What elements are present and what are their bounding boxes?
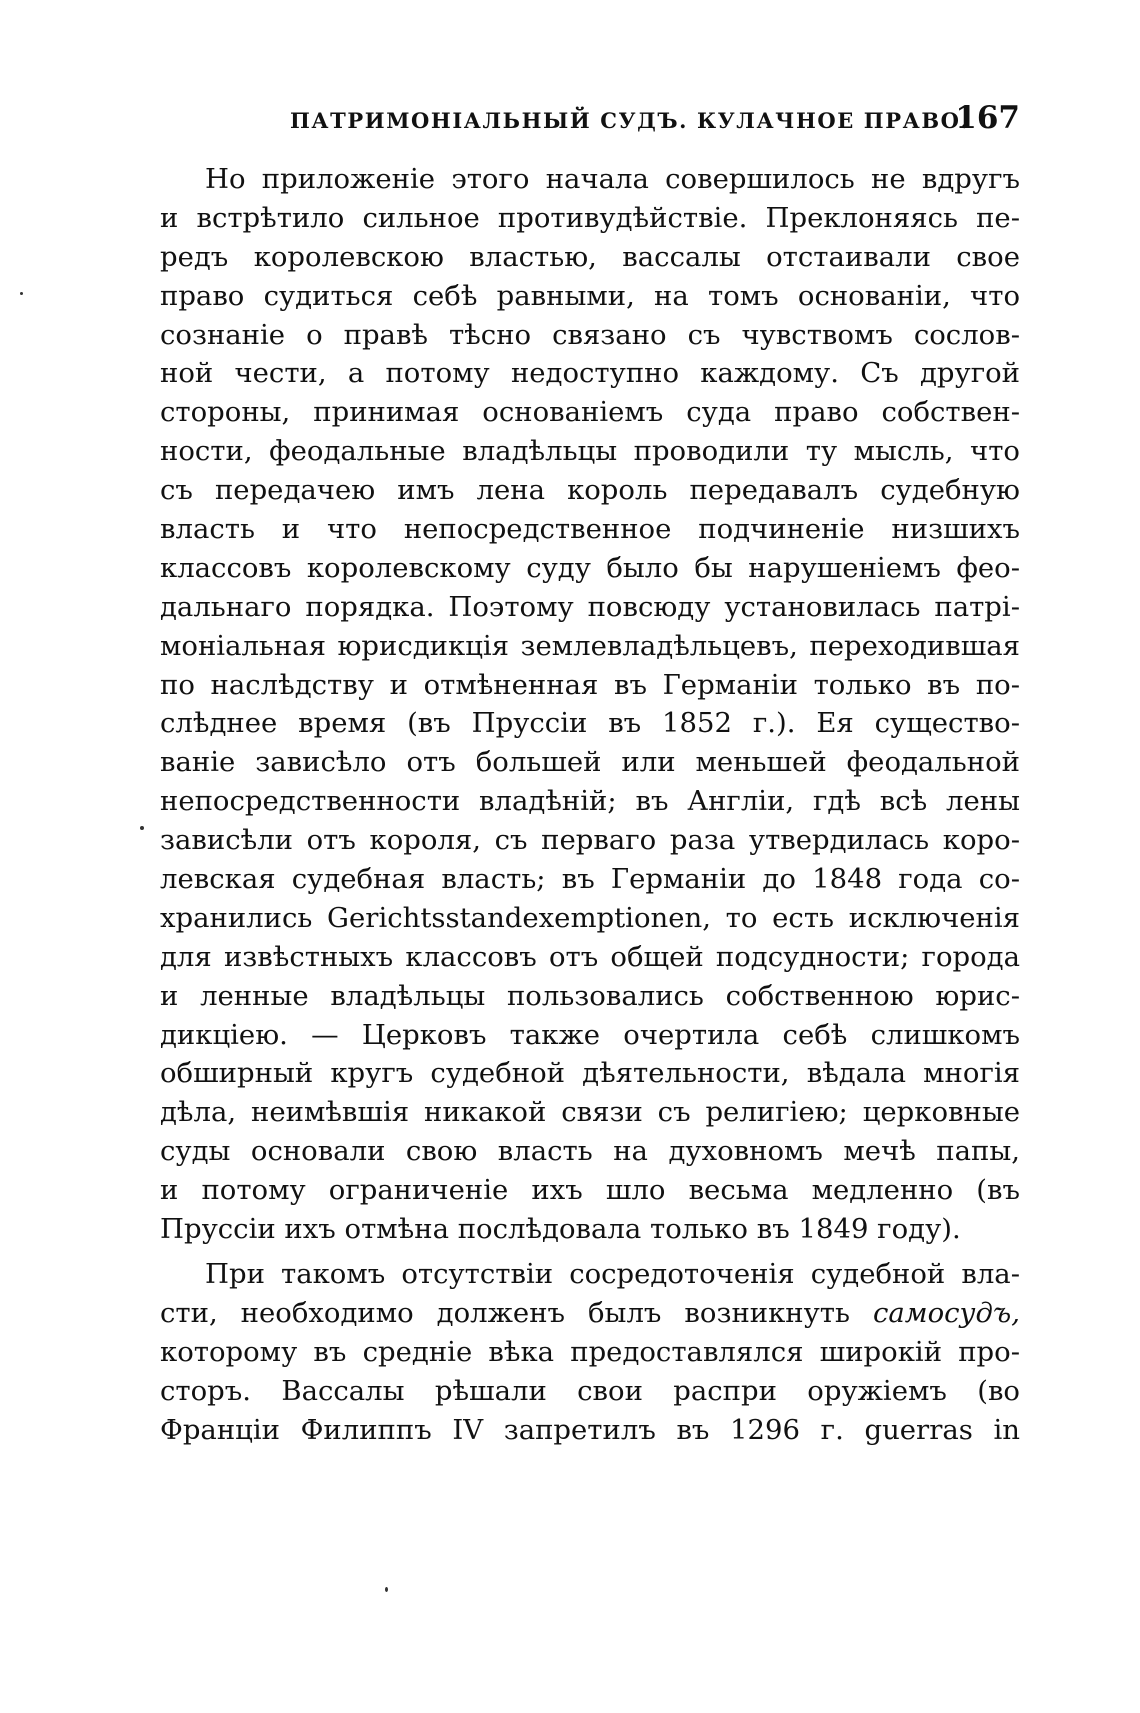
body-text bbox=[160, 160, 1020, 1449]
print-speck bbox=[385, 1587, 388, 1592]
text-line: сознаніе о правѣ тѣсно связано съ чувствомъ сослов- bbox=[160, 318, 1020, 351]
text-line: непосредственности владѣній; въ Англіи, гдѣ всѣ лены bbox=[160, 785, 1020, 818]
text-line: редъ королевскою властью, вассалы отстаивали свое bbox=[160, 240, 1020, 273]
text-line: и встрѣтило сильное противудѣйствіе. Преклоняясь пе- bbox=[160, 201, 1020, 234]
page-number: 167 bbox=[955, 100, 1020, 136]
text-line: сторъ. Вассалы рѣшали свои распри оружіемъ (во bbox=[160, 1374, 1020, 1407]
text-line: власть и что непосредственное подчиненіе низшихъ bbox=[160, 513, 1020, 546]
text-line: стороны, принимая основаніемъ суда право собствен- bbox=[160, 396, 1020, 429]
text-line: обширный кругъ судебной дѣятельности, вѣдала многія bbox=[160, 1057, 1020, 1090]
text-line: Но приложеніе этого начала совершилось не вдругъ bbox=[205, 163, 1020, 195]
running-head bbox=[290, 100, 1020, 140]
text-line: которому въ средніе вѣка предоставлялся широкій про- bbox=[160, 1335, 1020, 1368]
text-line: При такомъ отсутствіи сосредоточенія судебной вла- bbox=[205, 1257, 1020, 1290]
text-line: ваніе зависѣло отъ большей или меньшей феодальной bbox=[160, 746, 1020, 779]
text-line: по наслѣдству и отмѣненная въ Германіи только въ по- bbox=[160, 668, 1020, 701]
text-line: суды основали свою власть на духовномъ мечѣ папы, bbox=[160, 1135, 1020, 1168]
paragraph-2 bbox=[160, 1255, 1020, 1449]
text-line: левская судебная власть; въ Германіи до 1848 года со- bbox=[160, 863, 1020, 896]
text-line: дикціею. — Церковъ также очертила себѣ слишкомъ bbox=[160, 1018, 1020, 1051]
text-line: съ передачею имъ лена король передавалъ судебную bbox=[160, 474, 1020, 507]
text-line: хранились Gerichtsstandexemptionen, то есть исключенія bbox=[160, 901, 1020, 934]
text-line: ности, феодальные владѣльцы проводили ту мысль, что bbox=[160, 435, 1020, 468]
text-line: дальнаго порядка. Поэтому повсюду установилась патрі- bbox=[160, 590, 1020, 623]
running-title: ПАТРИМОНІАЛЬНЫЙ СУДЪ. КУЛАЧНОЕ ПРАВО. bbox=[290, 108, 970, 133]
text-line: право судиться себѣ равными, на томъ основаніи, что bbox=[160, 279, 1020, 312]
print-speck bbox=[20, 292, 23, 295]
paragraph-1 bbox=[160, 160, 1020, 1249]
text-line: слѣднее время (въ Пруссіи въ 1852 г.). Ея существо- bbox=[160, 707, 1020, 740]
text-line: для извѣстныхъ классовъ отъ общей подсудности; города bbox=[160, 940, 1020, 973]
text-line: Франціи Филиппъ IV запретилъ въ 1296 г. guerras in bbox=[160, 1413, 1020, 1446]
text-line: дѣла, неимѣвшія никакой связи съ религіею; церковные bbox=[160, 1096, 1020, 1129]
text-line: зависѣли отъ короля, съ перваго раза утвердилась коро- bbox=[160, 824, 1020, 857]
print-speck bbox=[140, 826, 144, 830]
text-line: ной чести, а потому недоступно каждому. Съ другой bbox=[160, 357, 1020, 390]
text-line bbox=[160, 1294, 1020, 1333]
text-line: моніальная юрисдикція землевладѣльцевъ, переходившая bbox=[160, 629, 1020, 662]
text-run: сти, необходимо долженъ былъ возникнуть bbox=[160, 1296, 850, 1329]
text-line: классовъ королевскому суду было бы нарушеніемъ фео- bbox=[160, 551, 1020, 584]
text-line: и ленные владѣльцы пользовались собственною юрис- bbox=[160, 979, 1020, 1012]
text-line: и потому ограниченіе ихъ шло весьма медленно (въ bbox=[160, 1174, 1020, 1207]
italic-term: самосудъ, bbox=[872, 1296, 1020, 1329]
text-line: Пруссіи ихъ отмѣна послѣдовала только въ 1849 году). bbox=[160, 1213, 961, 1246]
